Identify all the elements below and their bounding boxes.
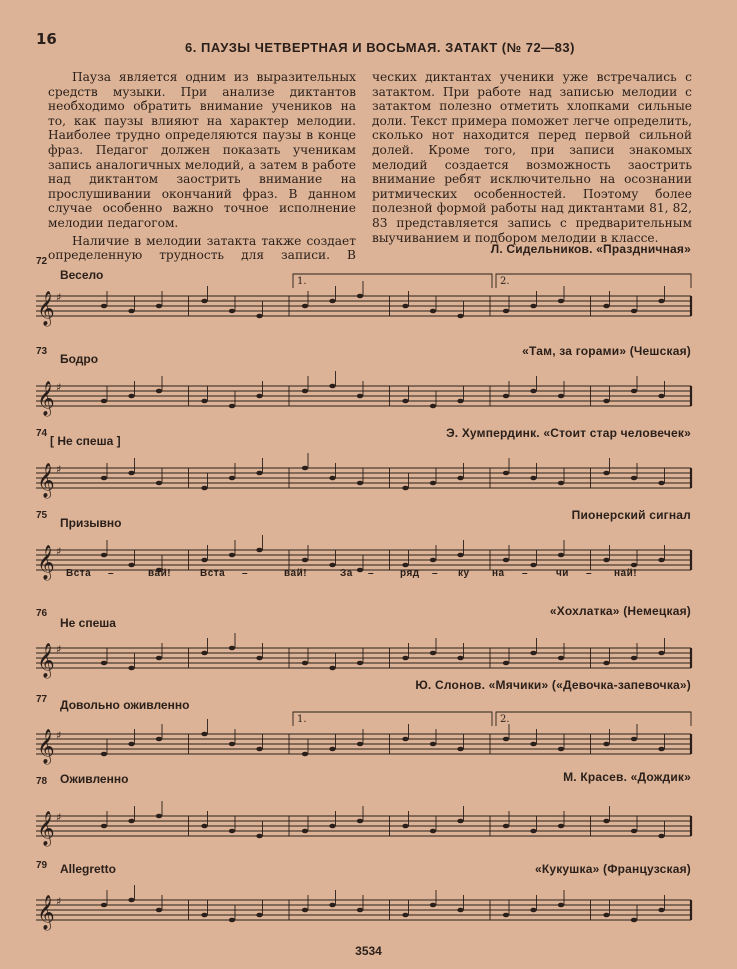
- treble-clef-icon: 𝄞: [37, 463, 55, 498]
- treble-clef-icon: 𝄞: [37, 643, 55, 678]
- note-head: [101, 661, 107, 666]
- note-head: [302, 908, 308, 913]
- note-head: [430, 742, 436, 747]
- note-head: [229, 309, 235, 314]
- music-staff: [0, 700, 737, 770]
- note-head: [101, 399, 107, 404]
- note-head: [201, 558, 207, 563]
- lyric-syllable: вай!: [148, 568, 172, 579]
- note-head: [201, 913, 207, 918]
- tempo-marking: [ Не спеша ]: [50, 434, 121, 448]
- treble-clef-icon: 𝄞: [37, 895, 55, 930]
- tempo-marking: Не спеша: [60, 616, 116, 630]
- note-head: [402, 563, 408, 568]
- note-head: [329, 824, 335, 829]
- sharp-icon: ♯: [56, 895, 62, 908]
- note-head: [603, 304, 609, 309]
- note-head: [430, 481, 436, 486]
- example-source: «Там, за горами» (Чешская): [522, 344, 691, 358]
- music-staff: [0, 434, 737, 504]
- sharp-icon: ♯: [56, 643, 62, 656]
- note-head: [101, 553, 107, 558]
- note-head: [658, 558, 664, 563]
- note-head: [357, 819, 363, 824]
- note-head: [503, 737, 509, 742]
- volta-bracket-1: [293, 712, 492, 726]
- note-head: [302, 829, 308, 834]
- example-source: «Хохлатка» (Немецкая): [549, 604, 691, 618]
- note-head: [229, 918, 235, 923]
- note-head: [457, 656, 463, 661]
- note-head: [256, 913, 262, 918]
- note-head: [156, 481, 162, 486]
- note-head: [503, 913, 509, 918]
- lyric-syllable: –: [432, 568, 439, 579]
- note-head: [229, 476, 235, 481]
- note-head: [603, 913, 609, 918]
- note-head: [457, 819, 463, 824]
- note-head: [201, 486, 207, 491]
- note-head: [128, 563, 134, 568]
- lyric-syllable: на: [492, 568, 505, 579]
- note-head: [503, 661, 509, 666]
- paragraph: ческих диктантах ученики уже встречались с затактом. При работе над записью мелодии с затактом полезно отметить хлопками сильные доли. Текст примера поможет легче определить, сколько нот находится перед первой сильной долей. Кроме того, при записи знакомых мелодий создается возможность заострить внимание ребят исключительно на осознании ритмических особенностей. Поэтому более полезной формой работы над диктантами 81, 82, 83 представляется запись с предварительным выучиванием и подбором мелодии в классе.: [372, 70, 692, 245]
- note-head: [558, 747, 564, 752]
- note-head: [503, 471, 509, 476]
- sharp-icon: ♯: [56, 291, 62, 304]
- sharp-icon: ♯: [56, 463, 62, 476]
- note-head: [430, 309, 436, 314]
- note-head: [558, 656, 564, 661]
- note-head: [558, 299, 564, 304]
- note-head: [558, 824, 564, 829]
- text-column-left: [48, 70, 356, 264]
- note-head: [430, 651, 436, 656]
- tempo-marking: Призывно: [60, 516, 122, 530]
- volta-label-2: 2.: [500, 276, 510, 287]
- note-head: [256, 834, 262, 839]
- note-head: [302, 661, 308, 666]
- music-staff: [0, 262, 737, 332]
- volta-label-2: 2.: [500, 714, 510, 725]
- note-head: [201, 824, 207, 829]
- note-head: [430, 558, 436, 563]
- note-head: [402, 399, 408, 404]
- note-head: [402, 656, 408, 661]
- note-head: [256, 394, 262, 399]
- note-head: [156, 814, 162, 819]
- note-head: [402, 304, 408, 309]
- example-number: 73: [36, 346, 48, 357]
- note-head: [101, 903, 107, 908]
- note-head: [128, 819, 134, 824]
- example-source: М. Красев. «Дождик»: [563, 770, 691, 784]
- lyric-syllable: най!: [614, 568, 638, 579]
- note-head: [256, 656, 262, 661]
- note-head: [631, 476, 637, 481]
- lyric-syllable: ряд: [400, 568, 420, 579]
- lyric-syllable: чи: [556, 568, 569, 579]
- note-head: [128, 309, 134, 314]
- sharp-icon: ♯: [56, 545, 62, 558]
- example-source: Пионерский сигнал: [571, 508, 691, 522]
- note-head: [256, 314, 262, 319]
- sharp-icon: ♯: [56, 381, 62, 394]
- music-staff: [0, 782, 737, 852]
- note-head: [658, 834, 664, 839]
- note-head: [329, 299, 335, 304]
- lyric-syllable: –: [522, 568, 529, 579]
- note-head: [530, 304, 536, 309]
- note-head: [229, 646, 235, 651]
- note-head: [457, 747, 463, 752]
- note-head: [658, 299, 664, 304]
- note-head: [156, 737, 162, 742]
- example-number: 79: [36, 860, 48, 871]
- sharp-icon: ♯: [56, 729, 62, 742]
- note-head: [658, 394, 664, 399]
- note-head: [558, 553, 564, 558]
- note-head: [329, 384, 335, 389]
- volta-bracket-2: [496, 712, 691, 726]
- note-head: [101, 752, 107, 757]
- note-head: [402, 824, 408, 829]
- note-head: [101, 304, 107, 309]
- note-head: [357, 481, 363, 486]
- note-head: [457, 476, 463, 481]
- lyric-syllable: –: [586, 568, 593, 579]
- note-head: [229, 553, 235, 558]
- note-head: [156, 908, 162, 913]
- example-number: 72: [36, 256, 48, 267]
- text-column-right: [372, 70, 692, 245]
- note-head: [631, 656, 637, 661]
- note-head: [201, 299, 207, 304]
- note-head: [658, 481, 664, 486]
- example-number: 76: [36, 608, 48, 619]
- treble-clef-icon: 𝄞: [37, 811, 55, 846]
- example-number: 77: [36, 694, 48, 705]
- note-head: [503, 394, 509, 399]
- example-number: 75: [36, 510, 48, 521]
- example-source: Ю. Слонов. «Мячики» («Девочка-запевочка»): [415, 678, 691, 692]
- note-head: [329, 563, 335, 568]
- note-head: [229, 742, 235, 747]
- note-head: [357, 394, 363, 399]
- sharp-icon: ♯: [56, 811, 62, 824]
- note-head: [402, 737, 408, 742]
- note-head: [430, 903, 436, 908]
- tempo-marking: Allegretto: [60, 862, 117, 876]
- note-head: [530, 829, 536, 834]
- tempo-marking: Весело: [60, 268, 104, 282]
- note-head: [329, 666, 335, 671]
- lyric-syllable: –: [368, 568, 375, 579]
- note-head: [457, 553, 463, 558]
- note-head: [457, 399, 463, 404]
- note-head: [603, 819, 609, 824]
- note-head: [503, 558, 509, 563]
- treble-clef-icon: 𝄞: [37, 381, 55, 416]
- note-head: [329, 476, 335, 481]
- tempo-marking: Оживленно: [60, 772, 129, 786]
- note-head: [603, 471, 609, 476]
- note-head: [658, 908, 664, 913]
- note-head: [201, 399, 207, 404]
- tempo-marking: Довольно оживленно: [60, 698, 190, 712]
- example-source: «Кукушка» (Французская): [534, 862, 691, 876]
- note-head: [357, 294, 363, 299]
- lyric-syllable: Вста: [200, 568, 226, 579]
- note-head: [631, 389, 637, 394]
- note-head: [503, 309, 509, 314]
- note-head: [256, 548, 262, 553]
- music-staff: [0, 352, 737, 422]
- volta-bracket-2: [496, 274, 691, 288]
- note-head: [530, 563, 536, 568]
- note-head: [503, 824, 509, 829]
- treble-clef-icon: 𝄞: [37, 545, 55, 580]
- note-head: [329, 903, 335, 908]
- note-head: [558, 394, 564, 399]
- paragraph: Наличие в мелодии затакта также создает определенную трудность для записи. В: [48, 233, 356, 263]
- note-head: [156, 656, 162, 661]
- lyric-syllable: –: [108, 568, 115, 579]
- note-head: [329, 747, 335, 752]
- note-head: [357, 661, 363, 666]
- note-head: [631, 563, 637, 568]
- tempo-marking: Бодро: [60, 352, 99, 366]
- note-head: [558, 481, 564, 486]
- note-head: [603, 558, 609, 563]
- note-head: [530, 476, 536, 481]
- note-head: [603, 742, 609, 747]
- note-head: [156, 304, 162, 309]
- volta-label-1: 1.: [297, 714, 307, 725]
- note-head: [530, 908, 536, 913]
- note-head: [302, 466, 308, 471]
- note-head: [658, 651, 664, 656]
- note-head: [430, 404, 436, 409]
- note-head: [302, 304, 308, 309]
- note-head: [128, 394, 134, 399]
- lyric-syllable: ку: [458, 568, 470, 579]
- note-head: [631, 309, 637, 314]
- note-head: [229, 829, 235, 834]
- footer-code: 3534: [355, 944, 382, 958]
- note-head: [603, 399, 609, 404]
- note-head: [201, 651, 207, 656]
- paragraph: Пауза является одним из выразительных средств музыки. При анализе диктантов необходимо обратить внимание учеников на то, как паузы влияют на характер мелодии. Наиболее трудно определяются паузы в конце фраз. Педагог должен показать ученикам запись аналогичных мелодий, а затем в работе над диктантом заострить внимание на прослушивании окончаний фраз. В данном случае особенно важно точное исполнение мелодии педагогом.: [48, 70, 356, 230]
- note-head: [631, 829, 637, 834]
- note-head: [256, 471, 262, 476]
- note-head: [128, 666, 134, 671]
- note-head: [357, 908, 363, 913]
- note-head: [229, 404, 235, 409]
- note-head: [631, 918, 637, 923]
- example-source: Э. Хумпердинк. «Стоит стар человечек»: [446, 426, 691, 440]
- example-source: Л. Сидельников. «Праздничная»: [490, 242, 691, 256]
- note-head: [530, 651, 536, 656]
- note-head: [302, 389, 308, 394]
- note-head: [128, 898, 134, 903]
- note-head: [302, 558, 308, 563]
- note-head: [457, 908, 463, 913]
- lyric-syllable: Вста: [66, 568, 92, 579]
- section-title: 6. ПАУЗЫ ЧЕТВЕРТНАЯ И ВОСЬМАЯ. ЗАТАКТ (№ 72—83): [185, 40, 575, 55]
- volta-bracket-1: [293, 274, 492, 288]
- example-number: 78: [36, 776, 48, 787]
- note-head: [603, 661, 609, 666]
- music-staff: [0, 866, 737, 936]
- note-head: [156, 389, 162, 394]
- note-head: [530, 742, 536, 747]
- music-staff: [0, 614, 737, 684]
- note-head: [256, 747, 262, 752]
- note-head: [357, 568, 363, 573]
- note-head: [402, 913, 408, 918]
- note-head: [658, 747, 664, 752]
- lyric-syllable: За: [340, 568, 353, 579]
- note-head: [201, 732, 207, 737]
- note-head: [128, 742, 134, 747]
- note-head: [402, 486, 408, 491]
- treble-clef-icon: 𝄞: [37, 291, 55, 326]
- example-number: 74: [36, 428, 48, 439]
- note-head: [302, 752, 308, 757]
- note-head: [101, 476, 107, 481]
- treble-clef-icon: 𝄞: [37, 729, 55, 764]
- lyric-syllable: вай!: [284, 568, 308, 579]
- note-head: [631, 737, 637, 742]
- note-head: [558, 903, 564, 908]
- note-head: [357, 742, 363, 747]
- lyric-syllable: –: [242, 568, 249, 579]
- note-head: [457, 314, 463, 319]
- note-head: [101, 824, 107, 829]
- note-head: [430, 829, 436, 834]
- volta-label-1: 1.: [297, 276, 307, 287]
- page-number: 16: [36, 30, 57, 48]
- note-head: [530, 389, 536, 394]
- note-head: [128, 471, 134, 476]
